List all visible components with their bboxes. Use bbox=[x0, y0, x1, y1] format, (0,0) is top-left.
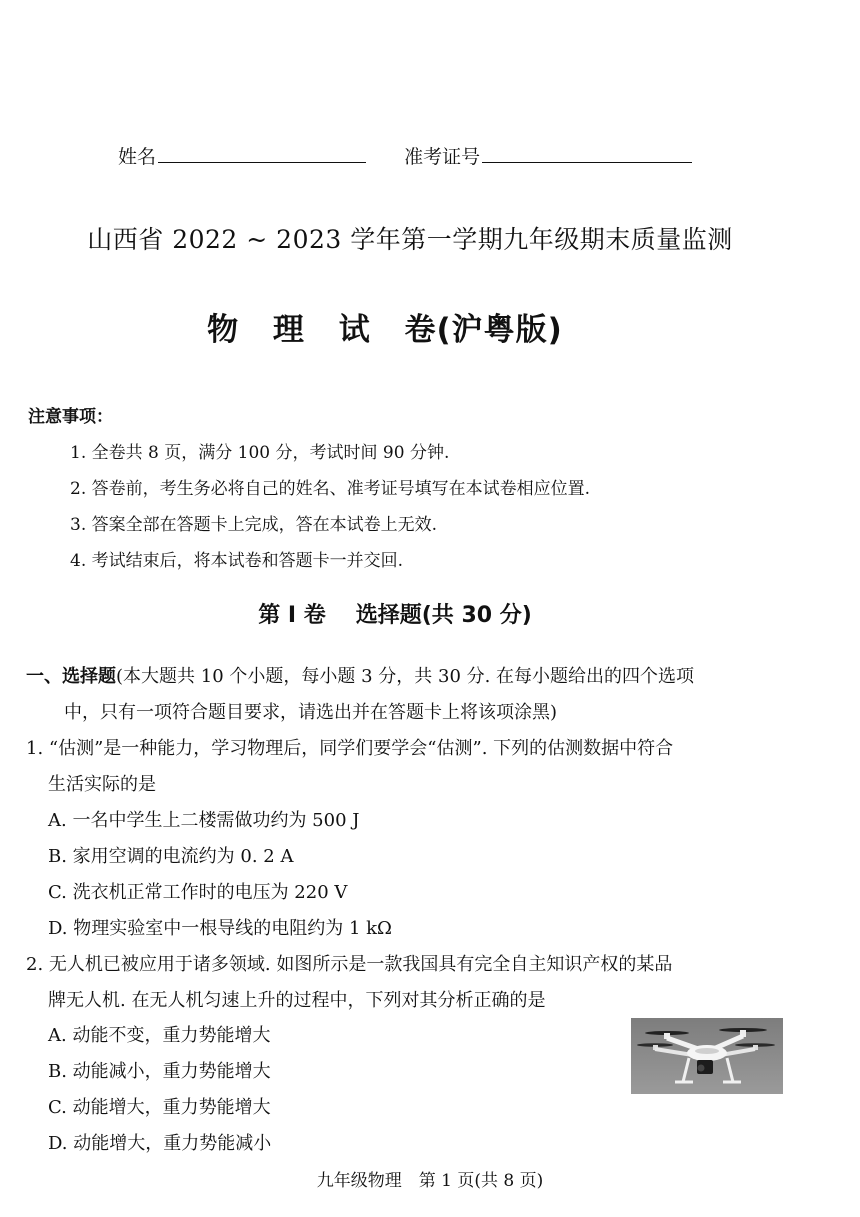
drone-image bbox=[631, 1018, 783, 1094]
question-stem-cont: 牌无人机. 在无人机匀速上升的过程中，下列对其分析正确的是 bbox=[48, 990, 546, 1011]
question-stem: 2. 无人机已被应用于诸多领域. 如图所示是一款我国具有完全自主知识产权的某品 bbox=[26, 954, 673, 975]
answer-option: D. 动能增大，重力势能减小 bbox=[48, 1133, 272, 1154]
answer-option: C. 洗衣机正常工作时的电压为 220 V bbox=[48, 882, 348, 903]
exam-no-blank bbox=[482, 161, 692, 163]
answer-option: B. 动能减小，重力势能增大 bbox=[48, 1061, 271, 1082]
answer-option: A. 动能不变，重力势能增大 bbox=[48, 1025, 271, 1046]
notice-item: 4. 考试结束后，将本试卷和答题卡一并交回. bbox=[70, 551, 404, 571]
exam-title: 山西省 2022 ~ 2023 学年第一学期九年级期末质量监测 bbox=[87, 225, 733, 254]
part-one-heading: 一、选择题 bbox=[26, 666, 116, 687]
question-stem: 1. “估测”是一种能力，学习物理后，同学们要学会“估测”. 下列的估测数据中符合 bbox=[26, 738, 674, 759]
section-name: 选择题(共 30 分) bbox=[355, 603, 532, 628]
candidate-info-row bbox=[118, 142, 692, 169]
answer-option: D. 物理实验室中一根导线的电阻约为 1 kΩ bbox=[48, 918, 392, 939]
name-label: 姓名 bbox=[118, 146, 157, 168]
section-title bbox=[0, 598, 790, 629]
question-stem-cont: 生活实际的是 bbox=[48, 774, 156, 795]
exam-no-label: 准考证号 bbox=[404, 146, 481, 168]
drone-icon bbox=[631, 1018, 783, 1094]
page-footer: 九年级物理 第 1 页(共 8 页) bbox=[316, 1171, 544, 1191]
part-one-instruction-cont: 中，只有一项符合题目要求，请选出并在答题卡上将该项涂黑) bbox=[64, 702, 558, 723]
answer-option: A. 一名中学生上二楼需做功约为 500 J bbox=[48, 810, 360, 831]
paper-title: 物 理 试 卷(沪粤版) bbox=[207, 312, 563, 348]
name-blank bbox=[158, 161, 366, 163]
section-part: 第 Ⅰ 卷 bbox=[258, 603, 326, 628]
answer-option: C. 动能增大，重力势能增大 bbox=[48, 1097, 271, 1118]
notice-item: 3. 答案全部在答题卡上完成，答在本试卷上无效. bbox=[70, 515, 438, 535]
part-one-instruction-text: (本大题共 10 个小题，每小题 3 分，共 30 分. 在每小题给出的四个选项 bbox=[116, 666, 695, 687]
part-one-instruction bbox=[26, 662, 694, 688]
notice-heading: 注意事项： bbox=[28, 407, 113, 427]
answer-option: B. 家用空调的电流约为 0. 2 A bbox=[48, 846, 294, 867]
notice-item: 1. 全卷共 8 页，满分 100 分，考试时间 90 分钟. bbox=[70, 443, 450, 463]
notice-item: 2. 答卷前，考生务必将自己的姓名、准考证号填写在本试卷相应位置. bbox=[70, 479, 591, 499]
